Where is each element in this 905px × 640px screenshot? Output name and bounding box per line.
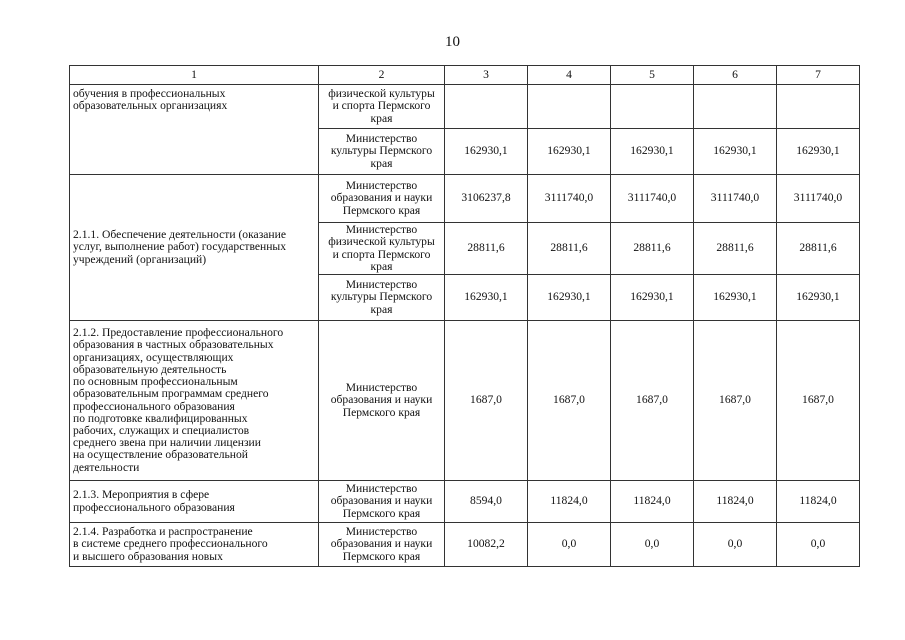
ministry-line: Министерство bbox=[345, 132, 418, 146]
value-cell: 11824,0 bbox=[777, 481, 860, 523]
description-line: 2.1.1. Обеспечение деятельности (оказание bbox=[73, 228, 286, 242]
value-cell: 1687,0 bbox=[611, 321, 694, 481]
ministry-line: Министерство bbox=[345, 381, 418, 395]
ministry-line: края bbox=[370, 259, 393, 273]
ministry-line: Пермского края bbox=[342, 549, 421, 563]
description-line: рабочих, служащих и специалистов bbox=[73, 423, 250, 437]
value-cell bbox=[445, 85, 528, 129]
table-row bbox=[70, 85, 860, 129]
table-body bbox=[70, 66, 860, 567]
value-cell: 28811,6 bbox=[611, 223, 694, 275]
description-line: деятельности bbox=[73, 460, 140, 474]
description-line: в системе среднего профессионального bbox=[73, 537, 268, 551]
header-cell: 4 bbox=[528, 66, 611, 85]
ministry-line: физической культуры bbox=[328, 235, 435, 249]
header-cell: 7 bbox=[777, 66, 860, 85]
ministry-cell bbox=[319, 275, 445, 321]
ministry-line: и спорта Пермского bbox=[332, 99, 431, 113]
table-row bbox=[70, 321, 860, 481]
value-cell: 162930,1 bbox=[445, 129, 528, 175]
table-row bbox=[70, 175, 860, 223]
value-cell: 28811,6 bbox=[777, 223, 860, 275]
value-cell: 162930,1 bbox=[777, 275, 860, 321]
header-row bbox=[70, 66, 860, 85]
value-cell: 8594,0 bbox=[445, 481, 528, 523]
activity-description bbox=[70, 523, 319, 567]
value-cell: 1687,0 bbox=[445, 321, 528, 481]
ministry-line: края bbox=[370, 111, 393, 125]
value-cell: 3111740,0 bbox=[694, 175, 777, 223]
ministry-cell bbox=[319, 223, 445, 275]
description-line: на осуществление образовательной bbox=[73, 448, 249, 462]
description-line: услуг, выполнение работ) государственных bbox=[73, 240, 286, 254]
value-cell: 1687,0 bbox=[528, 321, 611, 481]
value-cell: 0,0 bbox=[777, 523, 860, 567]
ministry-line: культуры Пермского bbox=[330, 290, 433, 304]
ministry-line: Пермского края bbox=[342, 203, 421, 217]
ministry-cell bbox=[319, 481, 445, 523]
ministry-line: Министерство bbox=[345, 179, 418, 193]
page-number: 10 bbox=[445, 34, 460, 50]
value-cell: 11824,0 bbox=[611, 481, 694, 523]
ministry-line: края bbox=[370, 302, 393, 316]
description-line: и высшего образования новых bbox=[73, 549, 223, 563]
ministry-cell bbox=[319, 523, 445, 567]
ministry-line: Пермского края bbox=[342, 506, 421, 520]
description-line: обучения в профессиональных bbox=[73, 87, 226, 100]
value-cell: 162930,1 bbox=[611, 129, 694, 175]
description-line: профессионального образования bbox=[73, 399, 235, 413]
description-line: образовательную деятельность bbox=[73, 362, 227, 376]
value-cell: 3111740,0 bbox=[611, 175, 694, 223]
value-cell: 0,0 bbox=[528, 523, 611, 567]
ministry-cell bbox=[319, 129, 445, 175]
value-cell: 10082,2 bbox=[445, 523, 528, 567]
description-line: профессионального образования bbox=[73, 500, 235, 514]
value-cell: 1687,0 bbox=[694, 321, 777, 481]
ministry-line: культуры Пермского bbox=[330, 144, 433, 158]
value-cell bbox=[777, 85, 860, 129]
description-line: среднего звена при наличии лицензии bbox=[73, 436, 261, 450]
ministry-line: Министерство bbox=[345, 525, 418, 539]
header-cell: 1 bbox=[70, 66, 319, 85]
activity-description bbox=[70, 85, 319, 175]
table-row bbox=[70, 481, 860, 523]
value-cell bbox=[528, 85, 611, 129]
ministry-line: края bbox=[370, 156, 393, 170]
ministry-line: Пермского края bbox=[342, 405, 421, 419]
ministry-line: физической культуры bbox=[328, 87, 435, 101]
value-cell: 1687,0 bbox=[777, 321, 860, 481]
value-cell bbox=[694, 85, 777, 129]
description-line: 2.1.4. Разработка и распространение bbox=[73, 525, 253, 539]
value-cell: 162930,1 bbox=[777, 129, 860, 175]
ministry-line: образования и науки bbox=[330, 191, 433, 205]
ministry-cell bbox=[319, 175, 445, 223]
ministry-cell bbox=[319, 321, 445, 481]
activity-description bbox=[70, 321, 319, 481]
description-line: организациях, осуществляющих bbox=[73, 350, 234, 364]
description-line: образования в частных образовательных bbox=[73, 338, 274, 352]
ministry-line: образования и науки bbox=[330, 537, 433, 551]
ministry-line: Министерство bbox=[345, 223, 418, 237]
value-cell: 28811,6 bbox=[528, 223, 611, 275]
description-line: образовательных организациях bbox=[73, 99, 228, 113]
description-line: по основным профессиональным bbox=[73, 375, 238, 389]
value-cell: 0,0 bbox=[611, 523, 694, 567]
description-line: учреждений (организаций) bbox=[73, 252, 207, 266]
value-cell: 162930,1 bbox=[694, 129, 777, 175]
value-cell: 11824,0 bbox=[694, 481, 777, 523]
value-cell bbox=[611, 85, 694, 129]
ministry-line: образования и науки bbox=[330, 494, 433, 508]
value-cell: 11824,0 bbox=[528, 481, 611, 523]
description-line: образовательным программам среднего bbox=[73, 387, 269, 401]
value-cell: 162930,1 bbox=[528, 129, 611, 175]
value-cell: 0,0 bbox=[694, 523, 777, 567]
header-cell: 3 bbox=[445, 66, 528, 85]
activity-description bbox=[70, 481, 319, 523]
ministry-cell bbox=[319, 85, 445, 129]
activity-description bbox=[70, 175, 319, 321]
value-cell: 162930,1 bbox=[611, 275, 694, 321]
description-line: по подготовке квалифицированных bbox=[73, 411, 248, 425]
header-cell: 5 bbox=[611, 66, 694, 85]
ministry-line: образования и науки bbox=[330, 393, 433, 407]
value-cell: 3106237,8 bbox=[445, 175, 528, 223]
budget-table bbox=[69, 65, 860, 567]
value-cell: 28811,6 bbox=[694, 223, 777, 275]
table-row bbox=[70, 523, 860, 567]
description-line: 2.1.2. Предоставление профессионального bbox=[73, 326, 284, 340]
value-cell: 3111740,0 bbox=[777, 175, 860, 223]
value-cell: 28811,6 bbox=[445, 223, 528, 275]
ministry-line: и спорта Пермского bbox=[332, 247, 431, 261]
ministry-line: Министерство bbox=[345, 482, 418, 496]
value-cell: 162930,1 bbox=[528, 275, 611, 321]
header-cell: 2 bbox=[319, 66, 445, 85]
header-cell: 6 bbox=[694, 66, 777, 85]
value-cell: 162930,1 bbox=[445, 275, 528, 321]
value-cell: 162930,1 bbox=[694, 275, 777, 321]
value-cell: 3111740,0 bbox=[528, 175, 611, 223]
ministry-line: Министерство bbox=[345, 278, 418, 292]
description-line: 2.1.3. Мероприятия в сфере bbox=[73, 488, 210, 502]
